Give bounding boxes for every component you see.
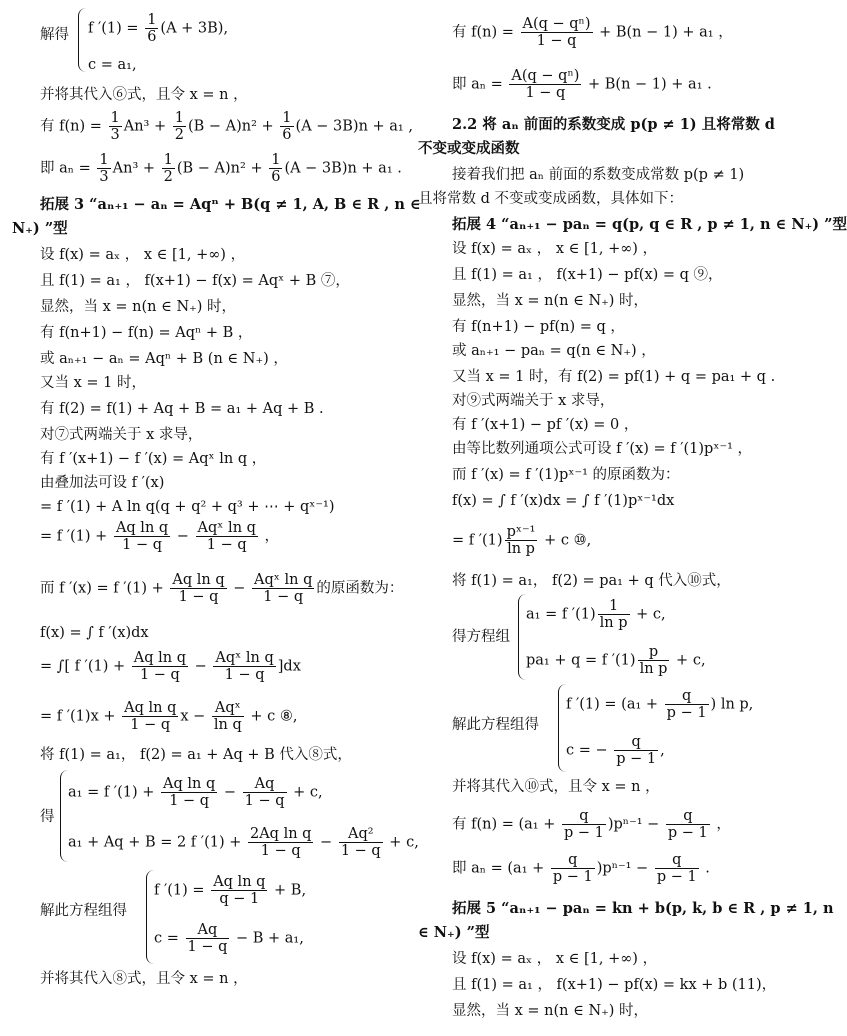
text-line: 对⑨式两端关于 x 求导，: [452, 393, 615, 409]
text-line: 接着我们把 aₙ 前面的系数变成常数 p(p ≠ 1): [452, 167, 745, 183]
text-line: 而 f ′(x) = f ′(1)pˣ⁻¹ 的原函数为：: [452, 467, 680, 483]
text-line: 有 f ′(x+1) − f ′(x) = Aqˣ ln q ，: [40, 451, 267, 467]
text-line: 有 f(n+1) − f(n) = Aqⁿ + B ，: [40, 325, 253, 341]
brace: [78, 8, 87, 72]
text-line: 或 aₙ₊₁ − aₙ = Aqⁿ + B (n ∈ N₊) ，: [40, 351, 288, 367]
left-column: [12, 0, 421, 1036]
text-line: 对⑦式两端关于 x 求导，: [40, 427, 203, 443]
text-line: 设 f(x) = aₓ ， x ∈ [1, +∞) ，: [40, 247, 246, 263]
eq-line: 有 f(n) = (a₁ + $\frac{q}{p - 1}$ )pⁿ⁻¹ − $\frac{q}{p - 1}$ ，: [452, 808, 731, 841]
text-line: 且将常数 d 不变或变成函数，具体如下：: [418, 191, 683, 207]
eq-line: f ′(1) = (a₁ + $\frac{q}{p - 1}$ ) ln p,: [566, 688, 754, 721]
eq-line: a₁ = f ′(1) $\frac{1}{\text{ln p}}$ + c,: [526, 598, 666, 631]
eq-line: 即 aₙ = (a₁ + $\frac{q}{p - 1}$ )pⁿ⁻¹ − $\frac{q}{p - 1}$ .: [452, 852, 710, 885]
text-line: 得方程组: [452, 629, 510, 645]
text-line: 设 f(x) = aₓ ， x ∈ [1, +∞) ，: [452, 241, 658, 257]
text-line: 或 aₙ₊₁ − paₙ = q(n ∈ N₊) ，: [452, 343, 656, 359]
text-line: 由等比数列通项公式可设 f ′(x) = f ′(1)pˣ⁻¹ ，: [452, 441, 753, 457]
section-heading: 不变或变成函数: [418, 140, 520, 157]
text-line: 并将其代入⑩式，且令 x = n ，: [452, 779, 660, 795]
section-heading: ∈ N₊) ”型: [418, 924, 490, 941]
eq-line: a₁ = f ′(1) + $\frac{\text{Aq ln q}}{1 - q}$ − $\frac{Aq}{1 - q}$ + c,: [68, 776, 323, 809]
text-line: 又当 x = 1 时，有 f(2) = pf(1) + q = pa₁ + q .: [452, 369, 776, 385]
eq-line: c = a₁,: [88, 57, 137, 73]
solve-label: 解得: [40, 27, 69, 43]
eq-line: = f ′(1) + A ln q(q + q² + q³ + ⋯ + qˣ⁻¹): [40, 499, 335, 515]
text-line: 有 f(n+1) − pf(n) = q ，: [452, 319, 625, 335]
text-line: 且 f(1) = a₁ ， f(x+1) − f(x) = Aqˣ + B ⑦，: [40, 273, 350, 289]
eq-line: f(x) = ∫ f ′(x)dx: [40, 625, 149, 641]
text-line: 解此方程组得: [452, 717, 539, 733]
eq-line: 而 f ′(x) = f ′(1) + $\frac{\text{Aq ln q}}{1 - q}$ − $\frac{\text{Aqˣ ln q}}{1 - q}$ 的原函数为：: [40, 572, 404, 605]
text-line: 有 f ′(x+1) − pf ′(x) = 0 ，: [452, 417, 639, 433]
eq-line: = ∫[ f ′(1) + $\frac{\text{Aq ln q}}{1 - q}$ − $\frac{\text{Aqˣ ln q}}{1 - q}$ ]dx: [40, 650, 301, 683]
eq-line: c = $\frac{Aq}{1 - q}$ − B + a₁,: [154, 922, 304, 955]
text-line: 且 f(1) = a₁ ， f(x+1) − pf(x) = kx + b (11)，: [452, 977, 777, 993]
text-line: 解此方程组得: [40, 903, 127, 919]
text-line: 得: [40, 809, 55, 825]
eq-line: = f ′(1)x + $\frac{\text{Aq ln q}}{1 - q}$ x − $\frac{\text{Aqˣ}}{\text{ln q}}$ + c ⑧,: [40, 700, 298, 733]
text-line: 设 f(x) = aₓ ， x ∈ [1, +∞) ，: [452, 951, 658, 967]
eq-line: = f ′(1) $\frac{\text{pˣ⁻¹}}{\text{ln p}}$ + c ⑩,: [452, 524, 592, 557]
eq-line: a₁ + Aq + B = 2 f ′(1) + $\frac{\text{2Aq ln q}}{1 - q}$ − $\frac{\text{Aq²}}{1 - q}$ + c,: [68, 826, 419, 859]
eq-line: f ′(1) = $\frac{\text{Aq ln q}}{q - 1}$ + B,: [154, 874, 307, 907]
text-line: 显然，当 x = n(n ∈ N₊) 时，: [452, 293, 649, 309]
eq-line: 有 f(n) = $\frac{\text{A(q − qⁿ)}}{1 - q}$ + B(n − 1) + a₁ ，: [452, 16, 733, 49]
text-line: 显然，当 x = n(n ∈ N₊) 时，: [40, 299, 237, 315]
eq-line: 即 aₙ = $\frac{1}{3}$ An³ + $\frac{1}{2}$ (B − A)n² + $\frac{1}{6}$ (A − 3B)n + a₁ .: [40, 152, 402, 185]
section-heading: 拓展 3 “aₙ₊₁ − aₙ = Aqⁿ + B(q ≠ 1, A, B ∈ R , n ∈: [40, 196, 421, 213]
text-line: 并将其代入⑧式，且令 x = n ，: [40, 971, 248, 987]
eq-line: = f ′(1) + $\frac{\text{Aq ln q}}{1 - q}$ − $\frac{\text{Aqˣ ln q}}{1 - q}$ ，: [40, 520, 280, 553]
eq-line: f ′(1) = $\frac{1}{6}$ (A + 3B),: [88, 12, 229, 45]
section-heading: 拓展 4 “aₙ₊₁ − paₙ = q(p, q ∈ R , p ≠ 1, n ∈ N₊) ”型: [452, 216, 847, 233]
eq-line: c = − $\frac{q}{p - 1}$ ,: [566, 734, 665, 767]
text-line: 将 f(1) = a₁， f(2) = pa₁ + q 代入⑩式，: [452, 573, 731, 589]
section-heading: 2.2 将 aₙ 前面的系数变成 p(p ≠ 1) 且将常数 d: [452, 116, 775, 133]
text-line: 由叠加法可设 f ′(x): [40, 475, 165, 491]
eq-line: f(x) = ∫ f ′(x)dx = ∫ f ′(1)pˣ⁻¹dx: [452, 493, 675, 509]
section-heading: N₊) ”型: [12, 220, 68, 237]
text-line: 又当 x = 1 时，: [40, 375, 146, 391]
eq-line: 即 aₙ = $\frac{\text{A(q − qⁿ)}}{1 - q}$ + B(n − 1) + a₁ .: [452, 68, 712, 101]
right-column: [418, 0, 847, 1036]
text-line: 显然，当 x = n(n ∈ N₊) 时，: [452, 1003, 649, 1019]
text-line: 并将其代入⑥式，且令 x = n ，: [40, 87, 248, 103]
eq-line: 有 f(n) = $\frac{1}{3}$ An³ + $\frac{1}{2}$ (B − A)n² + $\frac{1}{6}$ (A − 3B)n + a₁ ,: [40, 110, 413, 143]
text-line: 有 f(2) = f(1) + Aq + B = a₁ + Aq + B .: [40, 401, 324, 417]
eq-line: pa₁ + q = f ′(1) $\frac{p}{\text{ln p}}$ + c,: [526, 644, 706, 677]
section-heading: 拓展 5 “aₙ₊₁ − paₙ = kn + b(p, k, b ∈ R , p ≠ 1, n: [452, 900, 834, 917]
text-line: 且 f(1) = a₁ ， f(x+1) − pf(x) = q ⑨，: [452, 267, 723, 283]
text-line: 将 f(1) = a₁， f(2) = a₁ + Aq + B 代入⑧式，: [40, 747, 352, 763]
